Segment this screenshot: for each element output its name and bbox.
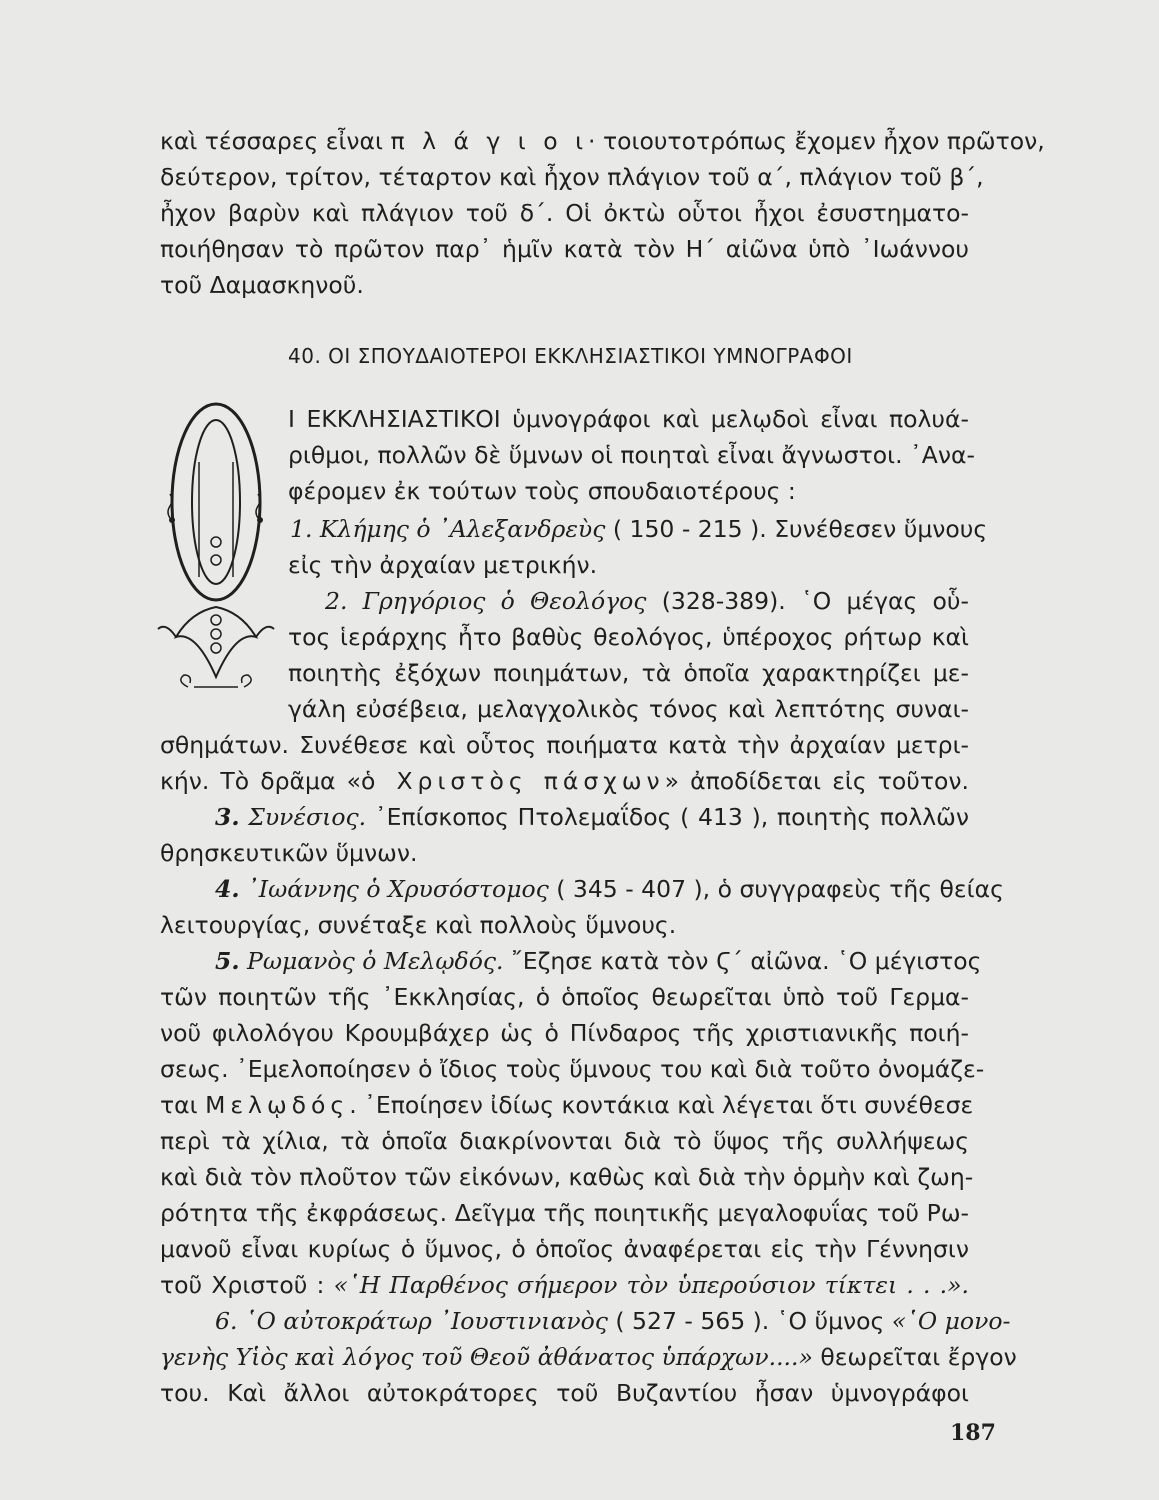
section-heading: 40. ΟΙ ΣΠΟΥΔΑΙΟΤΕΡΟΙ ΕΚΚΛΗΣΙΑΣΤΙΚΟΙ ΥΜΝΟΓΡΑΦΟΙ bbox=[288, 344, 853, 368]
text-line: ρότητα τῆς ἐκφράσεως. Δεῖγμα τῆς ποιητικῆς μεγαλοφυΐας τοῦ Ρω- bbox=[160, 1199, 969, 1227]
list-item-5: 5. Ρωμανὸς ὁ Μελῳδός. ῎Εζησε κατὰ τὸν Ϛ΄ αἰῶνα. ῾Ο μέγιστος bbox=[215, 947, 982, 975]
text-line: ριθμοι, πολλῶν δὲ ὕμνων οἱ ποιηταὶ εἶναι ἄγνωστοι. ᾽Ανα- bbox=[288, 441, 975, 469]
text-line: εἰς τὴν ἀρχαίαν μετρικήν. bbox=[288, 551, 598, 579]
ornamental-dropcap bbox=[154, 402, 284, 702]
text-line: γενὴς Υἱὸς καὶ λόγος τοῦ Θεοῦ ἀθάνατος ὑπάρχων....» θεωρεῖται ἔργον bbox=[160, 1343, 1017, 1371]
text-line: του. Καὶ ἄλλοι αὐτοκράτορες τοῦ Βυζαντίου ἦσαν ὑμνογράφοι bbox=[160, 1379, 969, 1407]
list-item-1: 1. Κλήμης ὁ ᾽Αλεξανδρεὺς ( 150 - 215 ). Συνέθεσεν ὕμνους bbox=[290, 515, 988, 543]
dropcap-ornament bbox=[154, 402, 284, 702]
text-line: μανοῦ εἶναι κυρίως ὁ ὕμνος, ὁ ὁποῖος ἀναφέρεται εἰς τὴν Γέννησιν bbox=[160, 1235, 969, 1263]
text-line: καὶ τέσσαρες εἶναι π λ ά γ ι ο ι· τοιουτοτρόπως ἔχομεν ἦχον πρῶτον, bbox=[160, 127, 1045, 155]
text-line: ται Μελῳδός. ᾽Εποίησεν ἰδίως κοντάκια καὶ λέγεται ὅτι συνέθεσε bbox=[160, 1091, 974, 1119]
text-line: καὶ διὰ τὸν πλοῦτον τῶν εἰκόνων, καθὼς καὶ διὰ τὴν ὁρμὴν καὶ ζωη- bbox=[160, 1163, 974, 1191]
text-line: νοῦ φιλολόγου Κρουμβάχερ ὡς ὁ Πίνδαρος τῆς χριστιανικῆς ποιή- bbox=[160, 1019, 969, 1047]
text-line: ποιητὴς ἐξόχων ποιημάτων, τὰ ὁποῖα χαρακτηρίζει με- bbox=[288, 659, 969, 687]
list-item-6: 6. ῾Ο αὐτοκράτωρ ᾽Ιουστινιανὸς ( 527 - 565 ). ῾Ο ὕμνος «῾Ο μονο- bbox=[215, 1307, 1011, 1335]
text-line: Ι ΕΚΚΛΗΣΙΑΣΤΙΚΟΙ ὑμνογράφοι καὶ μελῳδοὶ εἶναι πολυά- bbox=[288, 405, 969, 433]
text-line: δεύτερον, τρίτον, τέταρτον καὶ ἦχον πλάγιον τοῦ α΄, πλάγιον τοῦ β΄, bbox=[160, 163, 984, 191]
text-line: φέρομεν ἐκ τούτων τοὺς σπουδαιοτέρους : bbox=[288, 477, 796, 505]
text-line: τοῦ Χριστοῦ : «῾Η Παρθένος σήμερον τὸν ὑπερούσιον τίκτει . . .». bbox=[160, 1271, 969, 1299]
text-line: τοῦ Δαμασκηνοῦ. bbox=[160, 271, 364, 299]
list-item-4: 4. ᾽Ιωάννης ὁ Χρυσόστομος ( 345 - 407 ), ὁ συγγραφεὺς τῆς θείας bbox=[215, 875, 1004, 903]
text-line: ἦχον βαρὺν καὶ πλάγιον τοῦ δ΄. Οἱ ὀκτὼ οὗτοι ἦχοι ἐσυστηματο- bbox=[160, 199, 969, 227]
text-line: τῶν ποιητῶν τῆς ᾽Εκκλησίας, ὁ ὁποῖος θεωρεῖται ὑπὸ τοῦ Γερμα- bbox=[160, 983, 969, 1011]
list-item-3: 3. Συνέσιος. ᾽Επίσκοπος Πτολεμαΐδος ( 413 ), ποιητὴς πολλῶν bbox=[215, 803, 969, 831]
text-line: σεως. ᾽Εμελοποίησεν ὁ ἴδιος τοὺς ὕμνους του καὶ διὰ τοῦτο ὀνομάζε- bbox=[160, 1055, 985, 1083]
text-line: σθημάτων. Συνέθεσε καὶ οὗτος ποιήματα κατὰ τὴν ἀρχαίαν μετρι- bbox=[160, 731, 969, 759]
text-line: κήν. Τὸ δρᾶμα «ὁ Χριστὸς πάσχων» ἀποδίδεται εἰς τοῦτον. bbox=[160, 767, 970, 795]
text-line: περὶ τὰ χίλια, τὰ ὁποῖα διακρίνονται διὰ τὸ ὕψος τῆς συλλήψεως bbox=[160, 1127, 969, 1155]
page-number: 187 bbox=[950, 1420, 996, 1446]
text-line: ποιήθησαν τὸ πρῶτον παρ᾽ ἡμῖν κατὰ τὸν Η΄ αἰῶνα ὑπὸ ᾽Ιωάννου bbox=[160, 235, 969, 263]
text-line: τος ἱεράρχης ἦτο βαθὺς θεολόγος, ὑπέροχος ρήτωρ καὶ bbox=[288, 623, 969, 651]
text-line: θρησκευτικῶν ὕμνων. bbox=[160, 839, 418, 867]
text-line: γάλη εὐσέβεια, μελαγχολικὸς τόνος καὶ λεπτότης συναι- bbox=[288, 695, 969, 723]
text-line: λειτουργίας, συνέταξε καὶ πολλοὺς ὕμνους. bbox=[160, 911, 677, 939]
list-item-2: 2. Γρηγόριος ὁ Θεολόγος (328-389). ῾Ο μέγας οὗ- bbox=[325, 587, 969, 615]
